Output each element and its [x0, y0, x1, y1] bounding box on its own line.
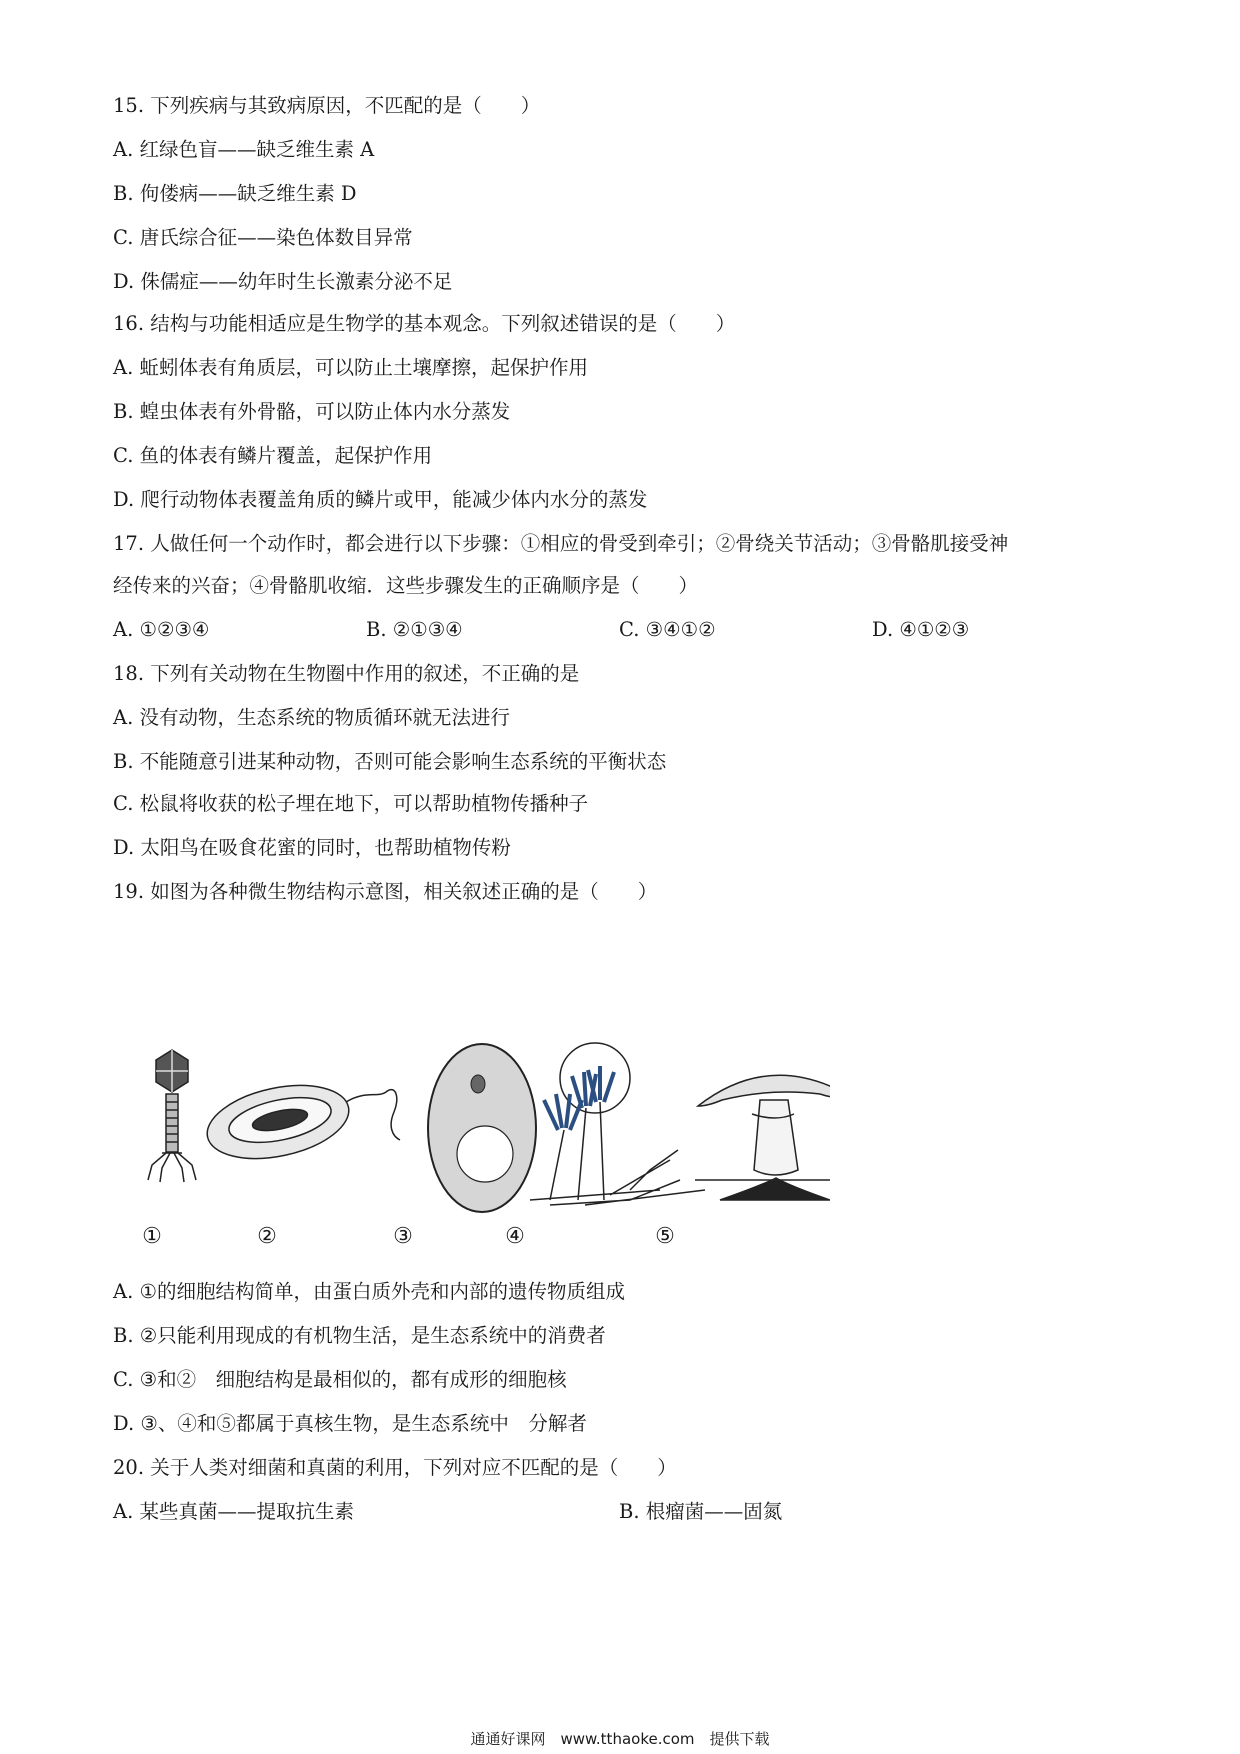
q18-option-b: B. 不能随意引进某种动物，否则可能会影响生态系统的平衡状态 [113, 750, 667, 773]
q16-option-a: A. 蚯蚓体表有角质层，可以防止土壤摩擦，起保护作用 [113, 356, 588, 379]
q20-stem: 20. 关于人类对细菌和真菌的利用，下列对应不匹配的是（ ） [113, 1456, 677, 1479]
q20-option-b: B. 根瘤菌——固氮 [619, 1500, 783, 1523]
figure-label-3: ③ [393, 1224, 413, 1249]
q17-option-b: B. ②①③④ [366, 618, 463, 641]
yeast-drawing [428, 1044, 536, 1212]
figure-label-1: ① [142, 1224, 162, 1249]
q15-option-d: D. 侏儒症——幼年时生长激素分泌不足 [113, 270, 453, 293]
q18-option-c: C. 松鼠将收获的松子埋在地下，可以帮助植物传播种子 [113, 792, 589, 815]
microorganism-drawings [130, 1040, 830, 1220]
q19-option-a: A. ①的细胞结构简单，由蛋白质外壳和内部的遗传物质组成 [113, 1280, 625, 1303]
q18-option-a: A. 没有动物，生态系统的物质循环就无法进行 [113, 706, 510, 729]
q19-option-b: B. ②只能利用现成的有机物生活，是生态系统中的消费者 [113, 1324, 606, 1347]
q18-option-d: D. 太阳鸟在吸食花蜜的同时，也帮助植物传粉 [113, 836, 511, 859]
mushroom-drawing [695, 1075, 830, 1200]
q17-option-c: C. ③④①② [619, 618, 716, 641]
bacterium-drawing [201, 1074, 400, 1170]
page-footer: 通通好课网 www.tthaoke.com 提供下载 [470, 1730, 770, 1748]
q15-option-c: C. 唐氏综合征——染色体数目异常 [113, 226, 413, 249]
q17-option-d: D. ④①②③ [872, 618, 970, 641]
penicillium-drawing [530, 1043, 705, 1205]
q17-option-a: A. ①②③④ [113, 618, 210, 641]
microorganism-figure [130, 1040, 830, 1260]
q16-option-d: D. 爬行动物体表覆盖角质的鳞片或甲，能减少体内水分的蒸发 [113, 488, 648, 511]
figure-label-2: ② [257, 1224, 277, 1249]
figure-label-4: ④ [505, 1224, 525, 1249]
q15-option-a: A. 红绿色盲——缺乏维生素 A [113, 138, 375, 161]
q16-stem: 16. 结构与功能相适应是生物学的基本观念。下列叙述错误的是（ ） [113, 312, 736, 335]
q19-stem: 19. 如图为各种微生物结构示意图，相关叙述正确的是（ ） [113, 880, 658, 903]
q20-option-a: A. 某些真菌——提取抗生素 [113, 1500, 354, 1523]
q17-stem-line2: 经传来的兴奋；④骨骼肌收缩．这些步骤发生的正确顺序是（ ） [113, 574, 699, 597]
q17-stem-line1: 17. 人做任何一个动作时，都会进行以下步骤：①相应的骨受到牵引；②骨绕关节活动；③骨骼肌接受神 [113, 532, 1009, 555]
q15-stem: 15. 下列疾病与其致病原因，不匹配的是（ ） [113, 94, 541, 117]
q16-option-b: B. 蝗虫体表有外骨骼，可以防止体内水分蒸发 [113, 400, 511, 423]
q18-stem: 18. 下列有关动物在生物圈中作用的叙述，不正确的是 [113, 662, 580, 685]
q19-option-c: C. ③和② 细胞结构是最相似的，都有成形的细胞核 [113, 1368, 567, 1391]
q19-option-d: D. ③、④和⑤都属于真核生物，是生态系统中 分解者 [113, 1412, 587, 1435]
q16-option-c: C. 鱼的体表有鳞片覆盖，起保护作用 [113, 444, 433, 467]
bacteriophage-drawing [148, 1050, 196, 1182]
figure-label-5: ⑤ [655, 1224, 675, 1249]
q15-option-b: B. 佝偻病——缺乏维生素 D [113, 182, 357, 205]
